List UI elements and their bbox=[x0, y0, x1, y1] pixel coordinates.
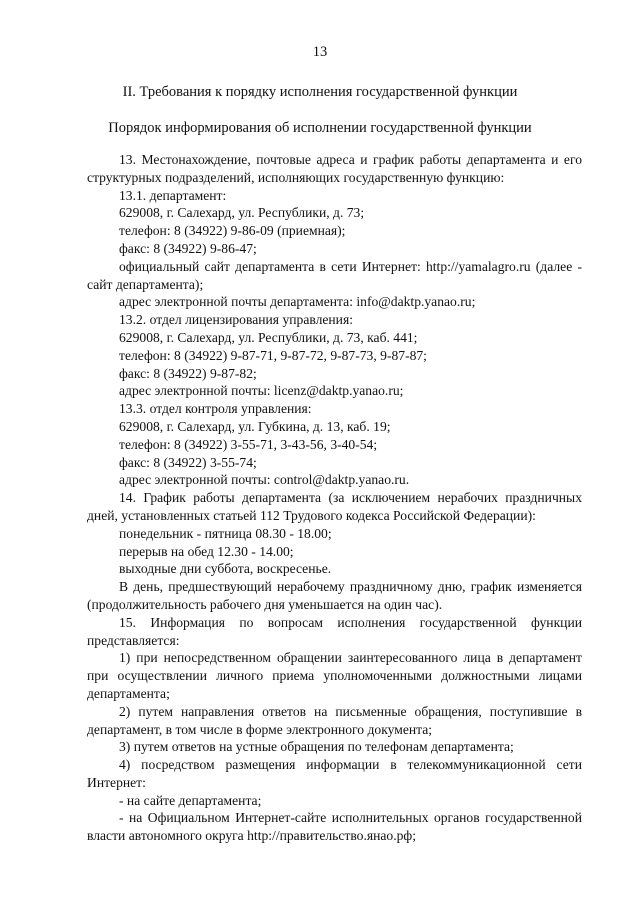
paragraph: выходные дни суббота, воскресенье. bbox=[119, 561, 332, 577]
paragraph: перерыв на обед 12.30 - 14.00; bbox=[119, 543, 294, 559]
paragraph: 13. Местонахождение, почтовые адреса и график работы департамента и его структурных подразделений, исполняющих государственную функцию: bbox=[87, 152, 582, 185]
paragraph: В день, предшествующий нерабочему праздничному дню, график изменяется (продолжительность рабочего дня уменьшается на один час). bbox=[87, 579, 582, 612]
paragraph: факс: 8 (34922) 9-86-47; bbox=[119, 240, 257, 256]
paragraph: телефон: 8 (34922) 3-55-71, 3-43-56, 3-40-54; bbox=[119, 436, 378, 452]
paragraph: адрес электронной почты: control@daktp.yanao.ru. bbox=[119, 472, 410, 488]
paragraph: 4) посредством размещения информации в телекоммуникационной сети Интернет: bbox=[87, 757, 582, 790]
document-body bbox=[87, 151, 582, 845]
paragraph: 15. Информация по вопросам исполнения государственной функции представляется: bbox=[87, 614, 582, 648]
page-number: 13 bbox=[312, 44, 328, 60]
paragraph: 13.2. отдел лицензирования управления: bbox=[119, 312, 353, 328]
paragraph: 629008, г. Салехард, ул. Губкина, д. 13, каб. 19; bbox=[119, 418, 391, 434]
paragraph: 629008, г. Салехард, ул. Республики, д. 73; bbox=[119, 205, 365, 221]
paragraph: 14. График работы департамента (за исключением нерабочих праздничных дней, установленных статьей 112 Трудового кодекса Российской Федерации): bbox=[87, 490, 582, 523]
paragraph: адрес электронной почты департамента: info@daktp.yanao.ru; bbox=[119, 294, 476, 310]
paragraph: адрес электронной почты: licenz@daktp.yanao.ru; bbox=[119, 383, 404, 399]
paragraph: - на сайте департамента; bbox=[119, 792, 262, 808]
paragraph: факс: 8 (34922) 9-87-82; bbox=[119, 365, 257, 381]
paragraph: официальный сайт департамента в сети Интернет: http://yamalagro.ru (далее - сайт департамента); bbox=[87, 258, 582, 292]
paragraph: 3) путем ответов на устные обращения по телефонам департамента; bbox=[119, 739, 514, 755]
paragraph: телефон: 8 (34922) 9-86-09 (приемная); bbox=[119, 223, 346, 239]
paragraph: 2) путем направления ответов на письменные обращения, поступившие в департамент, в том числе в форме электронного документа; bbox=[87, 703, 582, 737]
paragraph: - на Официальном Интернет-сайте исполнительных органов государственной власти автономного округа http://правительство.янао.рф; bbox=[87, 810, 582, 844]
section-title: II. Требования к порядку исполнения государственной функции bbox=[122, 84, 518, 100]
paragraph: 1) при непосредственном обращении заинтересованного лица в департамент при осуществлении личного приема уполномоченными должностными лицами департамента; bbox=[87, 650, 582, 701]
subsection-title: Порядок информирования об исполнении государственной функции bbox=[108, 120, 532, 136]
paragraph: понедельник - пятница 08.30 - 18.00; bbox=[119, 525, 332, 541]
paragraph: 13.3. отдел контроля управления: bbox=[119, 401, 312, 417]
paragraph: 629008, г. Салехард, ул. Республики, д. 73, каб. 441; bbox=[119, 329, 418, 345]
paragraph: телефон: 8 (34922) 9-87-71, 9-87-72, 9-87-73, 9-87-87; bbox=[119, 347, 427, 363]
paragraph: факс: 8 (34922) 3-55-74; bbox=[119, 454, 257, 470]
paragraph: 13.1. департамент: bbox=[119, 187, 227, 203]
